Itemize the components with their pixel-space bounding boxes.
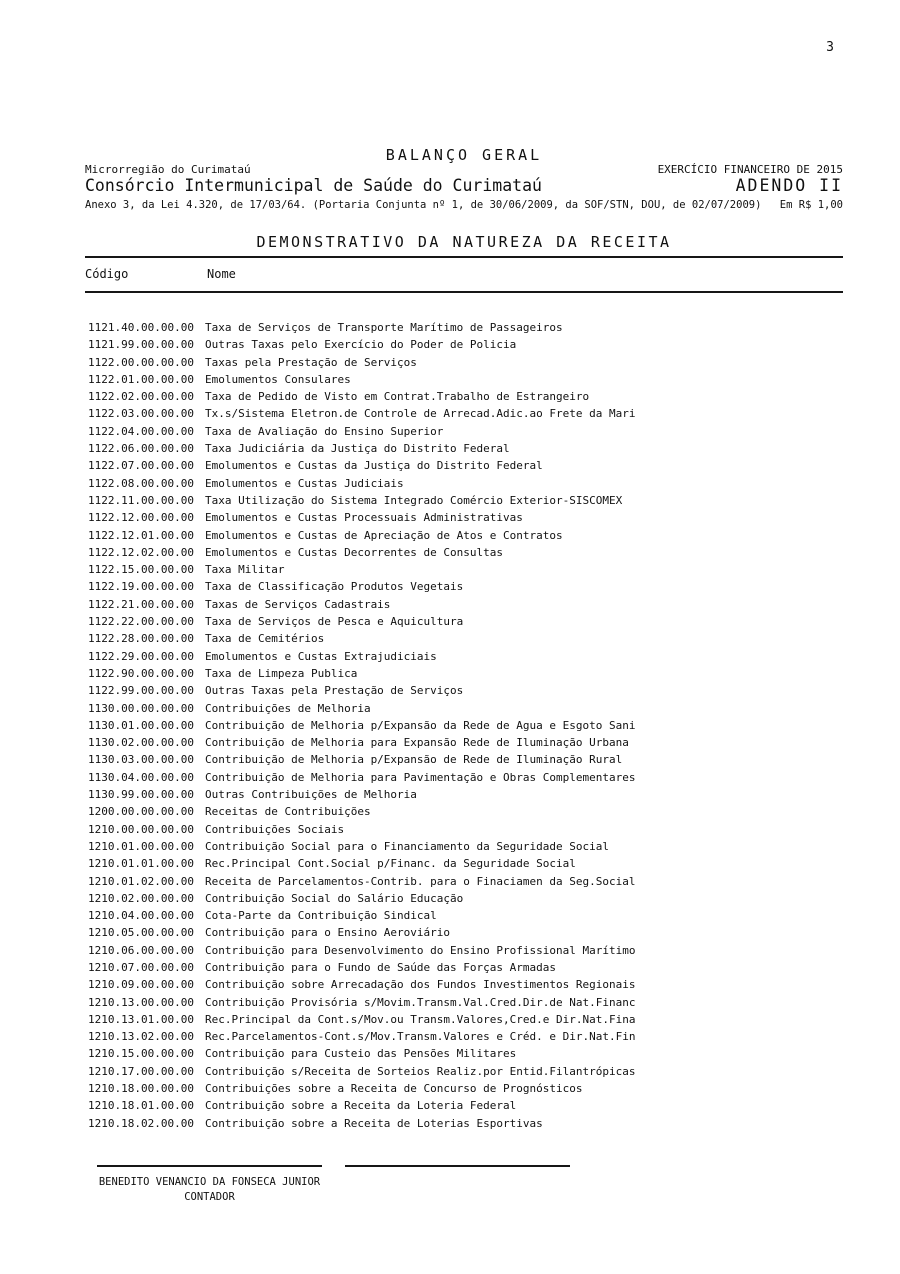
table-row [88, 388, 848, 405]
row-code: 1122.12.02.00.00 [88, 545, 194, 559]
row-name: Emolumentos e Custas de Apreciação de Atos e Contratos [205, 528, 563, 542]
row-code: 1210.13.02.00.00 [88, 1030, 194, 1044]
table-row [88, 371, 848, 388]
row-name: Taxa de Cemitérios [205, 632, 325, 646]
row-code: 1122.22.00.00.00 [88, 615, 194, 629]
row-code: 1122.11.00.00.00 [88, 493, 194, 507]
row-name: Emolumentos e Custas da Justiça do Distrito Federal [205, 459, 543, 473]
row-code: 1122.01.00.00.00 [88, 372, 194, 386]
row-code: 1130.99.00.00.00 [88, 788, 194, 802]
row-name: Contribuição para o Fundo de Saúde das Forças Armadas [205, 960, 556, 974]
row-name: Emolumentos e Custas Decorrentes de Consultas [205, 545, 504, 559]
addendum-label: ADENDO II [735, 176, 843, 195]
row-code: 1210.17.00.00.00 [88, 1064, 194, 1078]
row-name: Contribuição Social do Salário Educação [205, 891, 464, 905]
row-code: 1130.04.00.00.00 [88, 770, 194, 784]
row-name: Outras Taxas pelo Exercício do Poder de Policia [205, 338, 517, 352]
row-code: 1122.19.00.00.00 [88, 580, 194, 594]
row-code: 1130.03.00.00.00 [88, 753, 194, 767]
row-code: 1210.07.00.00.00 [88, 960, 194, 974]
table-row [88, 457, 848, 474]
row-code: 1210.02.00.00.00 [88, 891, 194, 905]
row-code: 1122.04.00.00.00 [88, 424, 194, 438]
row-code: 1122.99.00.00.00 [88, 684, 194, 698]
row-name: Taxa de Serviços de Pesca e Aquicultura [205, 615, 464, 629]
entity-region: Microrregião do Curimataú [85, 163, 251, 176]
table-row [88, 769, 848, 786]
row-code: 1210.01.01.00.00 [88, 857, 194, 871]
row-name: Contribuições Sociais [205, 822, 345, 836]
row-name: Contribuição para o Ensino Aeroviário [205, 926, 451, 940]
table-row [88, 336, 848, 353]
row-name: Receitas de Contribuições [205, 805, 371, 819]
row-name: Taxa de Avaliação do Ensino Superior [205, 424, 444, 438]
table-row [88, 942, 848, 959]
row-name: Contribuição s/Receita de Sorteios Realiz.por Entid.Filantrópicas [205, 1064, 636, 1078]
report-title: BALANÇO GERAL [385, 146, 543, 164]
table-row [88, 648, 848, 665]
column-header-name: Nome [207, 267, 236, 281]
table-row [88, 544, 848, 561]
table-row [88, 994, 848, 1011]
table-row [88, 682, 848, 699]
table-row [88, 475, 848, 492]
signer-name: BENEDITO VENANCIO DA FONSECA JUNIOR [98, 1176, 321, 1188]
table-row [88, 509, 848, 526]
table-row [88, 561, 848, 578]
row-name: Contribuição de Melhoria p/Expansão da Rede de Agua e Esgoto Sani [205, 718, 636, 732]
table-row [88, 907, 848, 924]
table-row [88, 1063, 848, 1080]
row-name: Taxa Utilização do Sistema Integrado Comércio Exterior-SISCOMEX [205, 493, 623, 507]
table-row [88, 1080, 848, 1097]
row-name: Emolumentos e Custas Processuais Administrativas [205, 511, 523, 525]
table-row [88, 838, 848, 855]
entity-name: Consórcio Intermunicipal de Saúde do Curimataú [85, 176, 542, 195]
row-code: 1130.00.00.00.00 [88, 701, 194, 715]
row-code: 1122.00.00.00.00 [88, 355, 194, 369]
row-code: 1210.18.02.00.00 [88, 1116, 194, 1130]
row-code: 1210.06.00.00.00 [88, 943, 194, 957]
table-row [88, 700, 848, 717]
row-code: 1122.29.00.00.00 [88, 649, 194, 663]
table-row [88, 613, 848, 630]
row-code: 1122.21.00.00.00 [88, 597, 194, 611]
row-name: Emolumentos e Custas Extrajudiciais [205, 649, 437, 663]
row-name: Tx.s/Sistema Eletron.de Controle de Arrecad.Adic.ao Frete da Mari [205, 407, 636, 421]
table-row [88, 873, 848, 890]
table-row [88, 855, 848, 872]
column-header-code: Código [85, 267, 129, 281]
row-name: Contribuição sobre a Receita de Loterias Esportivas [205, 1116, 543, 1130]
table-row [88, 319, 848, 336]
row-code: 1122.03.00.00.00 [88, 407, 194, 421]
row-name: Contribuição para Custeio das Pensões Militares [205, 1047, 517, 1061]
row-name: Rec.Principal Cont.Social p/Financ. da Seguridade Social [205, 857, 576, 871]
table-row [88, 354, 848, 371]
table-header-rule [85, 291, 843, 293]
table-row [88, 1045, 848, 1062]
row-name: Contribuição para Desenvolvimento do Ensino Profissional Marítimo [205, 943, 636, 957]
row-code: 1210.18.00.00.00 [88, 1082, 194, 1096]
header-row-region [85, 163, 843, 176]
row-code: 1210.13.00.00.00 [88, 995, 194, 1009]
row-name: Taxa de Pedido de Visto em Contrat.Trabalho de Estrangeiro [205, 390, 590, 404]
row-name: Taxa de Serviços de Transporte Marítimo de Passageiros [205, 321, 563, 334]
table-row [88, 630, 848, 647]
row-name: Receita de Parcelamentos-Contrib. para o Finaciamen da Seg.Social [205, 874, 636, 888]
signer-role: CONTADOR [184, 1191, 235, 1203]
row-code: 1122.90.00.00.00 [88, 666, 194, 680]
revenue-table-body [88, 319, 848, 1132]
table-row [88, 959, 848, 976]
row-code: 1122.08.00.00.00 [88, 476, 194, 490]
row-code: 1130.02.00.00.00 [88, 736, 194, 750]
row-name: Contribuição de Melhoria p/Expansão de Rede de Iluminação Rural [205, 753, 623, 767]
row-name: Cota-Parte da Contribuição Sindical [205, 909, 437, 923]
row-name: Rec.Parcelamentos-Cont.s/Mov.Transm.Valores e Créd. e Dir.Nat.Fin [205, 1030, 636, 1044]
row-name: Contribuição de Melhoria para Pavimentação e Obras Complementares [205, 770, 636, 784]
table-row [88, 665, 848, 682]
table-row [88, 734, 848, 751]
table-row [88, 440, 848, 457]
row-name: Taxas de Serviços Cadastrais [205, 597, 391, 611]
table-row [88, 1115, 848, 1132]
table-row [88, 405, 848, 422]
table-row [88, 821, 848, 838]
row-name: Taxa de Classificação Produtos Vegetais [205, 580, 464, 594]
row-code: 1210.15.00.00.00 [88, 1047, 194, 1061]
table-row [88, 786, 848, 803]
row-code: 1210.09.00.00.00 [88, 978, 194, 992]
row-name: Emolumentos Consulares [205, 372, 351, 386]
row-code: 1122.12.00.00.00 [88, 511, 194, 525]
row-code: 1121.99.00.00.00 [88, 338, 194, 352]
row-code: 1210.01.00.00.00 [88, 839, 194, 853]
currency-note: Em R$ 1,00 [779, 199, 843, 211]
row-name: Outras Contribuições de Melhoria [205, 788, 417, 802]
row-code: 1122.15.00.00.00 [88, 563, 194, 577]
table-row [88, 596, 848, 613]
table-row [88, 976, 848, 993]
row-code: 1210.00.00.00.00 [88, 822, 194, 836]
row-code: 1122.28.00.00.00 [88, 632, 194, 646]
row-name: Contribuição sobre a Receita da Loteria Federal [205, 1099, 517, 1113]
row-code: 1122.02.00.00.00 [88, 390, 194, 404]
table-top-rule [85, 256, 843, 258]
table-row [88, 423, 848, 440]
legal-reference: Anexo 3, da Lei 4.320, de 17/03/64. (Portaria Conjunta nº 1, de 30/06/2009, da SOF/STN, DOU, de 02/07/2009) [85, 199, 762, 211]
signature-line-right [345, 1165, 570, 1167]
table-row [88, 803, 848, 820]
table-row [88, 578, 848, 595]
table-row [88, 751, 848, 768]
row-name: Contribuição de Melhoria para Expansão Rede de Iluminação Urbana [205, 736, 629, 750]
row-code: 1200.00.00.00.00 [88, 805, 194, 819]
row-code: 1210.05.00.00.00 [88, 926, 194, 940]
row-code: 1122.06.00.00.00 [88, 442, 194, 456]
row-name: Contribuição Social para o Financiamento da Seguridade Social [205, 839, 609, 853]
fiscal-year: EXERCÍCIO FINANCEIRO DE 2015 [657, 163, 843, 176]
row-name: Outras Taxas pela Prestação de Serviços [205, 684, 464, 698]
row-name: Rec.Principal da Cont.s/Mov.ou Transm.Valores,Cred.e Dir.Nat.Fina [205, 1012, 636, 1026]
row-name: Emolumentos e Custas Judiciais [205, 476, 404, 490]
row-code: 1210.13.01.00.00 [88, 1012, 194, 1026]
row-name: Contribuições de Melhoria [205, 701, 371, 715]
table-row [88, 1011, 848, 1028]
row-name: Taxas pela Prestação de Serviços [205, 355, 417, 369]
table-row [88, 1028, 848, 1045]
table-row [88, 924, 848, 941]
table-row [88, 890, 848, 907]
row-code: 1210.04.00.00.00 [88, 909, 194, 923]
table-row [88, 717, 848, 734]
table-column-headers [85, 267, 843, 281]
row-code: 1122.12.01.00.00 [88, 528, 194, 542]
row-code: 1130.01.00.00.00 [88, 718, 194, 732]
row-code: 1122.07.00.00.00 [88, 459, 194, 473]
table-row [88, 1097, 848, 1114]
row-name: Taxa Judiciária da Justiça do Distrito Federal [205, 442, 510, 456]
signature-line-left [97, 1165, 322, 1167]
row-name: Taxa de Limpeza Publica [205, 666, 358, 680]
row-name: Contribuição Provisória s/Movim.Transm.Val.Cred.Dir.de Nat.Financ [205, 995, 636, 1009]
section-title: DEMONSTRATIVO DA NATUREZA DA RECEITA [256, 233, 672, 251]
row-name: Contribuição sobre Arrecadação dos Fundos Investimentos Regionais [205, 978, 636, 992]
table-row [88, 527, 848, 544]
row-name: Taxa Militar [205, 563, 285, 577]
table-row [88, 492, 848, 509]
row-code: 1210.01.02.00.00 [88, 874, 194, 888]
page-number: 3 [826, 40, 834, 55]
row-name: Contribuições sobre a Receita de Concurso de Prognósticos [205, 1082, 583, 1096]
header-row-entity [85, 176, 843, 195]
header-row-legal [85, 199, 843, 211]
row-code: 1210.18.01.00.00 [88, 1099, 194, 1113]
row-code: 1121.40.00.00.00 [88, 321, 194, 334]
